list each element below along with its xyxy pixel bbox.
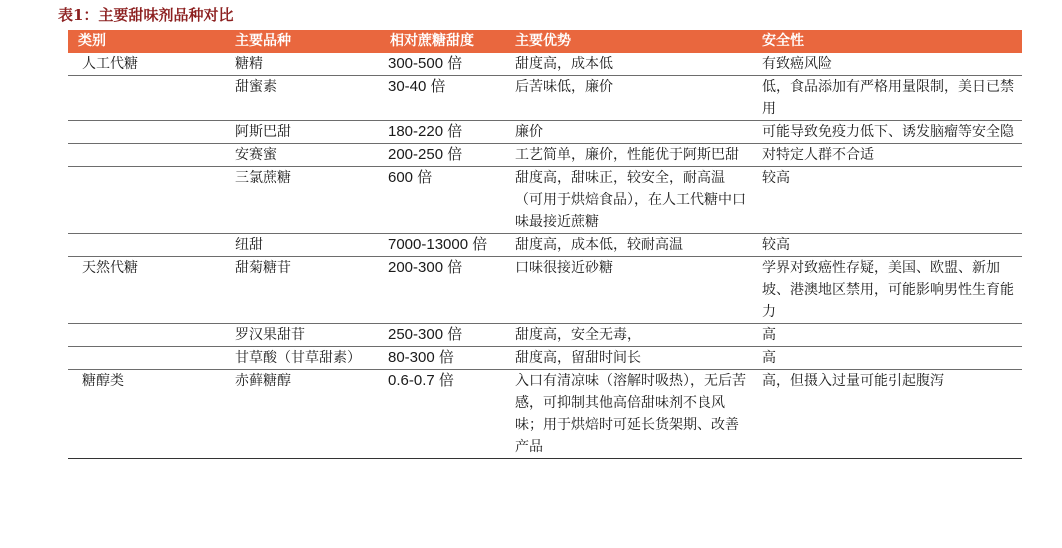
table-row	[68, 257, 1022, 324]
cell-safety: 可能导致免疫力低下、诱发脑瘤等安全隐	[752, 121, 1022, 144]
cell-safety: 高	[752, 347, 1022, 370]
cell-variety: 赤藓糖醇	[225, 370, 380, 459]
cell-sweetness: 300-500 倍	[380, 53, 505, 76]
cell-sweetness: 30-40 倍	[380, 76, 505, 121]
cell-sweetness: 200-250 倍	[380, 144, 505, 167]
cell-advantage: 廉价	[505, 121, 752, 144]
header-category: 类别	[68, 30, 225, 53]
cell-advantage: 工艺简单，廉价，性能优于阿斯巴甜	[505, 144, 752, 167]
header-safety: 安全性	[752, 30, 1022, 53]
cell-category	[68, 234, 225, 257]
cell-variety: 三氯蔗糖	[225, 167, 380, 234]
cell-safety: 对特定人群不合适	[752, 144, 1022, 167]
table-row	[68, 234, 1022, 257]
cell-safety: 有致癌风险	[752, 53, 1022, 76]
cell-advantage: 入口有清凉味（溶解时吸热），无后苦感，可抑制其他高倍甜味剂不良风味；用于烘焙时可延长货架期、改善产品	[505, 370, 752, 459]
cell-category	[68, 167, 225, 234]
cell-variety: 纽甜	[225, 234, 380, 257]
table-row	[68, 167, 1022, 234]
cell-category	[68, 144, 225, 167]
cell-category: 天然代糖	[68, 257, 225, 324]
cell-advantage: 甜度高，安全无毒，	[505, 324, 752, 347]
sweetener-comparison-table	[68, 30, 1022, 459]
table-row	[68, 53, 1022, 76]
header-variety: 主要品种	[225, 30, 380, 53]
table-row	[68, 324, 1022, 347]
cell-variety: 糖精	[225, 53, 380, 76]
cell-category	[68, 121, 225, 144]
cell-category: 人工代糖	[68, 53, 225, 76]
cell-sweetness: 80-300 倍	[380, 347, 505, 370]
cell-variety: 罗汉果甜苷	[225, 324, 380, 347]
cell-advantage: 甜度高，留甜时间长	[505, 347, 752, 370]
cell-category: 糖醇类	[68, 370, 225, 459]
cell-variety: 安赛蜜	[225, 144, 380, 167]
table-row	[68, 76, 1022, 121]
cell-sweetness: 200-300 倍	[380, 257, 505, 324]
cell-category	[68, 347, 225, 370]
cell-category	[68, 76, 225, 121]
cell-advantage: 甜度高，甜味正，较安全，耐高温（可用于烘焙食品），在人工代糖中口味最接近蔗糖	[505, 167, 752, 234]
cell-advantage: 后苦味低，廉价	[505, 76, 752, 121]
cell-advantage: 甜度高，成本低，较耐高温	[505, 234, 752, 257]
cell-variety: 阿斯巴甜	[225, 121, 380, 144]
cell-sweetness: 250-300 倍	[380, 324, 505, 347]
cell-safety: 较高	[752, 167, 1022, 234]
cell-safety: 高，但摄入过量可能引起腹泻	[752, 370, 1022, 459]
cell-variety: 甜菊糖苷	[225, 257, 380, 324]
table-row	[68, 144, 1022, 167]
cell-advantage: 甜度高，成本低	[505, 53, 752, 76]
table-row	[68, 347, 1022, 370]
cell-safety: 低，食品添加有严格用量限制，美日已禁用	[752, 76, 1022, 121]
cell-category	[68, 324, 225, 347]
cell-safety: 学界对致癌性存疑，美国、欧盟、新加坡、港澳地区禁用，可能影响男性生育能力	[752, 257, 1022, 324]
cell-advantage: 口味很接近砂糖	[505, 257, 752, 324]
cell-sweetness: 180-220 倍	[380, 121, 505, 144]
cell-variety: 甜蜜素	[225, 76, 380, 121]
cell-safety: 较高	[752, 234, 1022, 257]
cell-sweetness: 7000-13000 倍	[380, 234, 505, 257]
table-title: 表1：主要甜味剂品种对比	[58, 6, 234, 24]
table-row	[68, 370, 1022, 459]
header-row	[68, 30, 1022, 53]
cell-sweetness: 0.6-0.7 倍	[380, 370, 505, 459]
cell-sweetness: 600 倍	[380, 167, 505, 234]
cell-safety: 高	[752, 324, 1022, 347]
table-row	[68, 121, 1022, 144]
header-advantage: 主要优势	[505, 30, 752, 53]
cell-variety: 甘草酸（甘草甜素）	[225, 347, 380, 370]
header-sweetness: 相对蔗糖甜度	[380, 30, 505, 53]
